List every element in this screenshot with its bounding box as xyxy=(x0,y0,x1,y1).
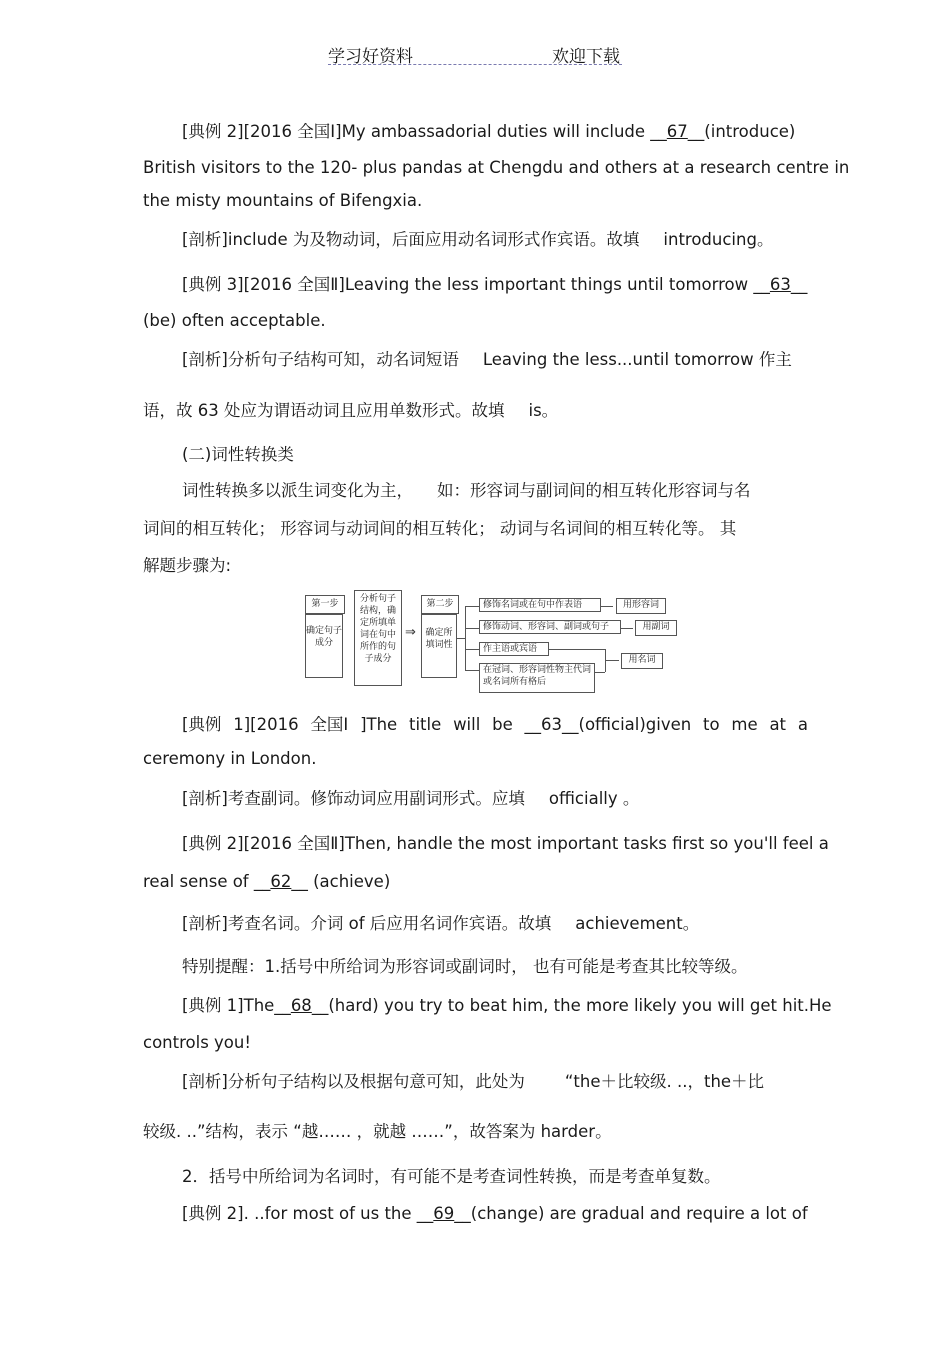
paragraph-line: 词间的相互转化； 形容词与动词间的相互转化； 动词与名词间的相互转化等。 其 xyxy=(143,519,737,538)
step2-label: 第二步 xyxy=(421,595,459,614)
paragraph-line: [剖析]分析句子结构可知，动名词短语 Leaving the less...until tomorrow 作主 xyxy=(182,350,792,369)
connector-line xyxy=(549,649,605,650)
result-1: 用形容词 xyxy=(616,598,666,614)
condition-3: 作主语或宾语 xyxy=(479,642,549,656)
connector-line xyxy=(457,638,465,639)
paragraph-line-justified: [典例 1][2016 全国Ⅰ ]The title will be __63__(official)given to me at a xyxy=(182,715,808,734)
connector-line xyxy=(465,670,479,671)
paragraph-line: controls you! xyxy=(143,1033,251,1052)
paragraph-line: [典例 2][2016 全国Ⅰ]My ambassadorial duties will include __67__(introduce) xyxy=(182,122,796,141)
paragraph-line: (be) often acceptable. xyxy=(143,311,326,330)
paragraph-line: ceremony in London. xyxy=(143,749,317,768)
solution-steps-diagram xyxy=(305,590,675,694)
condition-2: 修饰动词、形容词、副词或句子 xyxy=(479,620,621,634)
paragraph-line: [剖析]分析句子结构以及根据句意可知，此处为 “the＋比较级. ..，the＋比 xyxy=(182,1072,765,1091)
condition-1: 修饰名词或在句中作表语 xyxy=(479,598,601,612)
paragraph-line: 语，故 63 处应为谓语动词且应用单数形式。故填 is。 xyxy=(143,401,559,420)
step1-desc: 确定句子成分 xyxy=(305,614,343,678)
step1-label: 第一步 xyxy=(305,595,345,614)
paragraph-line: real sense of __62__ (achieve) xyxy=(143,872,391,891)
paragraph-line: 解题步骤为: xyxy=(143,556,232,575)
connector-line xyxy=(465,649,479,650)
result-2: 用副词 xyxy=(635,620,677,636)
paragraph-line: [典例 2][2016 全国Ⅱ]Then, handle the most important tasks first so you'll feel a xyxy=(182,834,829,853)
condition-4: 在冠词、形容词性物主代词或名词所有格后 xyxy=(479,663,595,693)
connector-line xyxy=(465,606,479,607)
header-right: 欢迎下载 xyxy=(552,47,620,67)
paragraph-line: [剖析]考查副词。修饰动词应用副词形式。应填 officially 。 xyxy=(182,789,640,808)
connector-line xyxy=(605,660,619,661)
connector-line xyxy=(465,606,466,670)
result-3: 用名词 xyxy=(621,653,663,669)
paragraph-line: [剖析]include 为及物动词，后面应用动名词形式作宾语。故填 introducing。 xyxy=(182,230,774,249)
step2-desc: 确定所填词性 xyxy=(421,614,457,678)
connector-line xyxy=(595,672,605,673)
header-left: 学习好资料 xyxy=(328,47,413,67)
paragraph-line: [剖析]考查名词。介词 of 后应用名词作宾语。故填 achievement。 xyxy=(182,914,700,933)
paragraph-line: 词性转换多以派生词变化为主， 如：形容词与副词间的相互转化形容词与名 xyxy=(182,481,751,500)
connector-line xyxy=(465,628,479,629)
double-arrow-icon: ⇒ xyxy=(405,625,416,640)
paragraph-line: 较级. ..”结构，表示 “越…… ，就越 ……”，故答案为 harder。 xyxy=(143,1122,612,1141)
connector-line xyxy=(621,628,633,629)
page-header xyxy=(328,40,622,65)
paragraph-line: [典例 2]. ..for most of us the __69__(change) are gradual and require a lot of xyxy=(182,1204,808,1223)
paragraph-line: 特别提醒：1.括号中所给词为形容词或副词时， 也有可能是考查其比较等级。 xyxy=(182,957,748,976)
paragraph-line: [典例 3][2016 全国Ⅱ]Leaving the less important things until tomorrow __63__ xyxy=(182,275,808,294)
analyze-box: 分析句子结构，确定所填单词在句中所作的句子成分 xyxy=(354,590,402,686)
paragraph-line: the misty mountains of Bifengxia. xyxy=(143,191,423,210)
paragraph-line: 2．括号中所给词为名词时，有可能不是考查词性转换，而是考查单复数。 xyxy=(182,1167,721,1186)
connector-line xyxy=(601,606,613,607)
paragraph-line: [典例 1]The__68__(hard) you try to beat him, the more likely you will get hit.He xyxy=(182,996,832,1015)
section-heading: (二)词性转换类 xyxy=(182,445,294,464)
paragraph-line: British visitors to the 120- plus pandas at Chengdu and others at a research centre in xyxy=(143,158,850,177)
